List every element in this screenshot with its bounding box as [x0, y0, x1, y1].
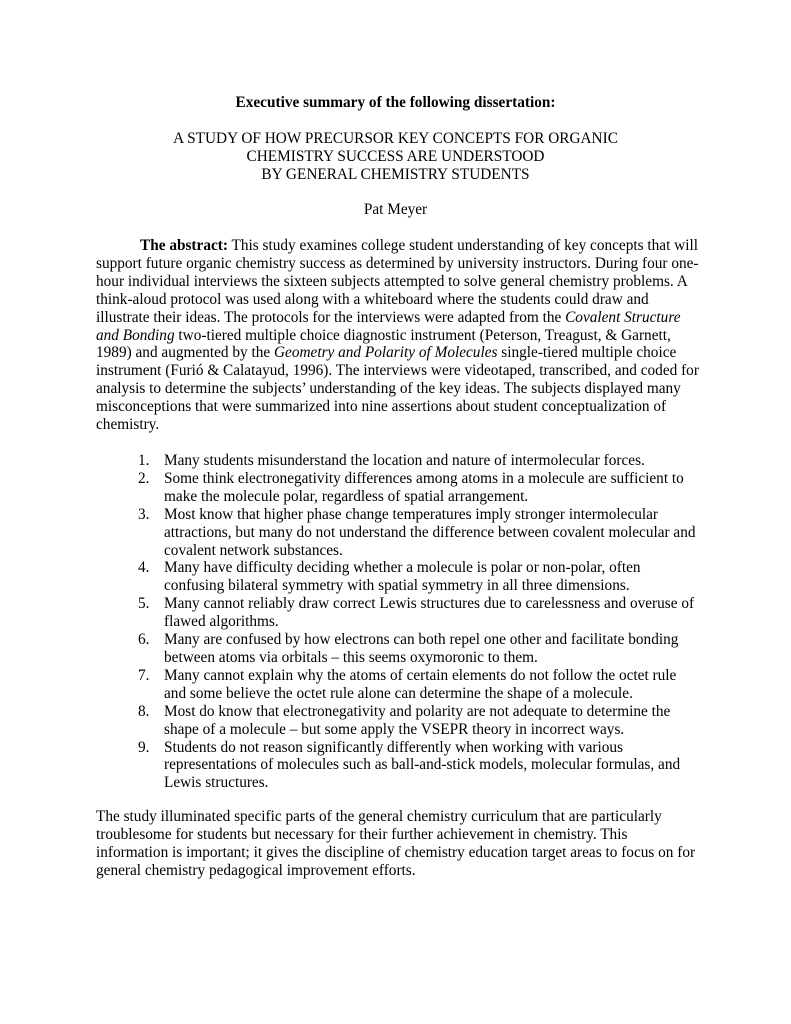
instrument-title: Geometry and Polarity of Molecules [274, 344, 498, 362]
list-item [96, 595, 702, 631]
list-text: Many cannot explain why the atoms of certain elements do not follow the octet rule and some believe the octet rule alone can determine the shape of a molecule. [164, 666, 677, 702]
list-text: Most do know that electronegativity and polarity are not adequate to determine the shape of a molecule – but some apply the VSEPR theory in incorrect ways. [164, 702, 671, 738]
closing-paragraph: The study illuminated specific parts of the general chemistry curriculum that are particularly troublesome for students but necessary for their further achievement in chemistry. This information is important; it gives the discipline of chemistry education target areas to focus on for general chemistry pedagogical improvement efforts. [96, 808, 696, 879]
title-line: A STUDY OF HOW PRECURSOR KEY CONCEPTS FOR ORGANIC [173, 130, 618, 147]
list-text: Many students misunderstand the location and nature of intermolecular forces. [164, 452, 645, 469]
list-number: 2. [138, 469, 150, 487]
list-item [96, 452, 702, 470]
list-number: 3. [138, 505, 150, 523]
list-text: Some think electronegativity differences among atoms in a molecule are sufficient to make the molecule polar, regardless of spatial arrangement. [164, 469, 684, 505]
list-number: 9. [138, 738, 150, 756]
abstract-text: This study examines college student understanding of key concepts that will support future organic chemistry success as determined by university instructors. During four one-hour individual interviews the sixteen subjects attempted to solve general chemistry problems. A think-aloud protocol was used along with a whiteboard where the students could draw and illustrate their ideas. The protocols for the interviews were adapted from the [96, 237, 699, 326]
list-text: Many cannot reliably draw correct Lewis structures due to carelessness and overuse of flawed algorithms. [164, 595, 695, 631]
list-number: 1. [138, 452, 150, 469]
list-item [96, 631, 702, 667]
title-line: CHEMISTRY SUCCESS ARE UNDERSTOOD [246, 147, 545, 165]
list-number: 4. [138, 559, 150, 577]
list-number: 7. [138, 666, 150, 684]
list-item [96, 470, 702, 506]
abstract-text: single-tiered multiple choice instrument (Furió & Calatayud, 1996). The interviews were videotaped, transcribed, and coded for analysis to determine the subjects’ understanding of the key ideas. The subjects displayed many misconceptions that were summarized into nine assertions about student conceptualization of chemistry. [96, 344, 699, 434]
list-item [96, 506, 702, 560]
list-number: 5. [138, 595, 150, 613]
dissertation-title [0, 130, 791, 184]
list-item [96, 739, 702, 793]
abstract-text: two-tiered multiple choice diagnostic instrument (Peterson, Treagust, & Garnett, 1989) and augmented by the [96, 326, 671, 362]
title-line: BY GENERAL CHEMISTRY STUDENTS [261, 165, 530, 183]
author-name: Pat Meyer [363, 201, 428, 218]
list-item [96, 559, 702, 595]
abstract-paragraph [96, 237, 702, 434]
list-text: Students do not reason significantly differently when working with various representations of molecules such as ball-and-stick models, molecular formulas, and Lewis structures. [164, 738, 681, 792]
instrument-title: Covalent Structure and Bonding [96, 308, 681, 344]
list-number: 6. [138, 631, 150, 649]
list-text: Most know that higher phase change temperatures imply stronger intermolecular attractions, but many do not understand the difference between covalent molecular and covalent network substances. [164, 505, 696, 559]
list-item [96, 667, 702, 703]
document-heading: Executive summary of the following dissertation: [235, 94, 556, 111]
abstract-lead: The abstract: [140, 237, 228, 254]
list-number: 8. [138, 702, 150, 720]
list-item [96, 703, 702, 739]
list-text: Many have difficulty deciding whether a molecule is polar or non-polar, often confusing bilateral symmetry with spatial symmetry in all three dimensions. [164, 559, 641, 595]
list-text: Many are confused by how electrons can both repel one other and facilitate bonding between atoms via orbitals – this seems oxymoronic to them. [164, 631, 679, 666]
assertions-list [96, 452, 702, 792]
